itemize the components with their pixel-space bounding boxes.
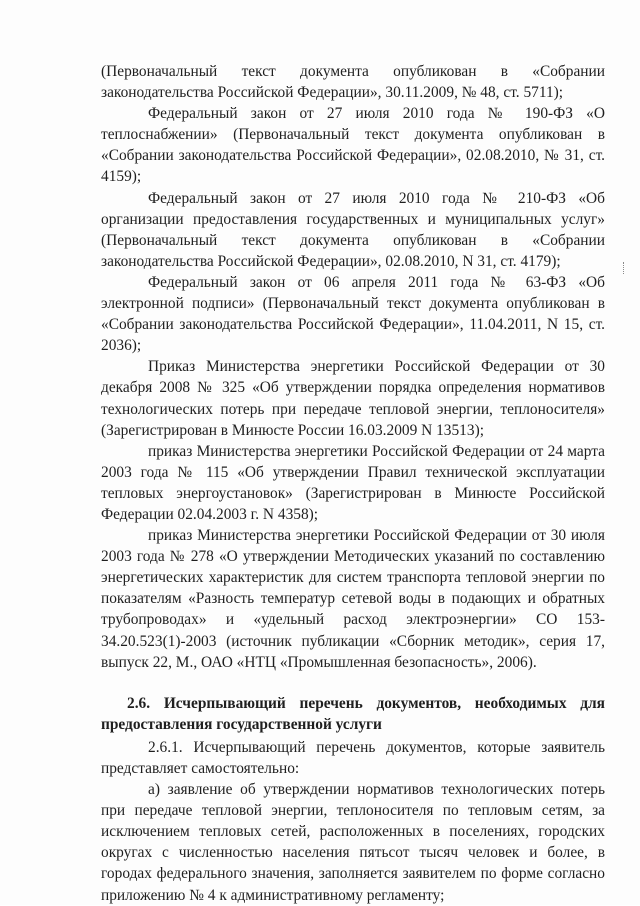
paragraph-order-115: приказ Министерства энергетики Российской Федерации от 24 марта 2003 года № 115 «Об утверждении Правил технической эксплуатации тепловых энергоустановок» (Зарегистрирован в Минюсте Российской Федерации 02.04.2003 г. N 4358); (101, 442, 605, 523)
section-heading: 2.6. Исчерпывающий перечень документов, необходимых для предоставления государственной услуги (101, 694, 605, 733)
paragraph-law-63fz: Федеральный закон от 06 апреля 2011 года № 63-ФЗ «Об электронной подписи» (Первоначальный текст документа опубликован в «Собрании законодательства Российской Федерации», 11.04.2011, N 15, ст. 2036); (101, 273, 605, 355)
list-item-a: а) заявление об утверждении нормативов технологических потерь при передаче тепловой энергии, теплоносителя по тепловым сетям, за исключением тепловых сетей, расположенных в поселениях, городских округах с численностью населения пятьсот тысяч человек и более, в городах федерального значения, заполняется заявителем по форме согласно приложению № 4 к административному регламенту; (101, 781, 605, 904)
paragraph-law-190fz: Федеральный закон от 27 июля 2010 года № 190-ФЗ «О теплоснабжении» (Первоначальный текст документа опубликован в «Собрании законодательства Российской Федерации», 02.08.2010, № 31, ст. 4159); (101, 105, 605, 186)
paragraph-law-210fz: Федеральный закон от 27 июля 2010 года № 210-ФЗ «Об организации предоставления государственных и муниципальных услуг» (Первоначальный текст документа опубликован в «Собрании законодательства Российской Федерации», 02.08.2010, N 31, ст. 4179); (101, 189, 605, 270)
paragraph-publication-note: (Первоначальный текст документа опубликован в «Собрании законодательства Российской Федерации», 30.11.2009, № 48, ст. 5711); (101, 63, 605, 102)
paragraph-order-325: Приказ Министерства энергетики Российской Федерации от 30 декабря 2008 № 325 «Об утверждении порядка определения нормативов технологических потерь при передаче тепловой энергии, теплоносителя» (Зарегистрирован в Минюсте России 16.03.2009 N 13513); (101, 358, 605, 439)
paragraph-order-278: приказ Министерства энергетики Российской Федерации от 30 июля 2003 года № 278 «О утверждении Методических указаний по составлению энергетических характеристик для систем транспорта тепловой энергии по показателям «Разность температур сетевой воды в подающих и обратных трубопроводах» и «удельный расход электроэнергии» СО 153-34.20.523(1)-2003 (источник публикации «Сборник методик», серия 17, выпуск 22, М., ОАО «НТЦ «Промышленная безопасность», 2006). (101, 527, 605, 671)
clause-2-6-1: 2.6.1. Исчерпывающий перечень документов, которые заявитель представляет самостоятельно: (101, 738, 605, 777)
section-spacer (101, 673, 605, 693)
scan-artifact (623, 262, 627, 274)
document-body (101, 61, 605, 906)
